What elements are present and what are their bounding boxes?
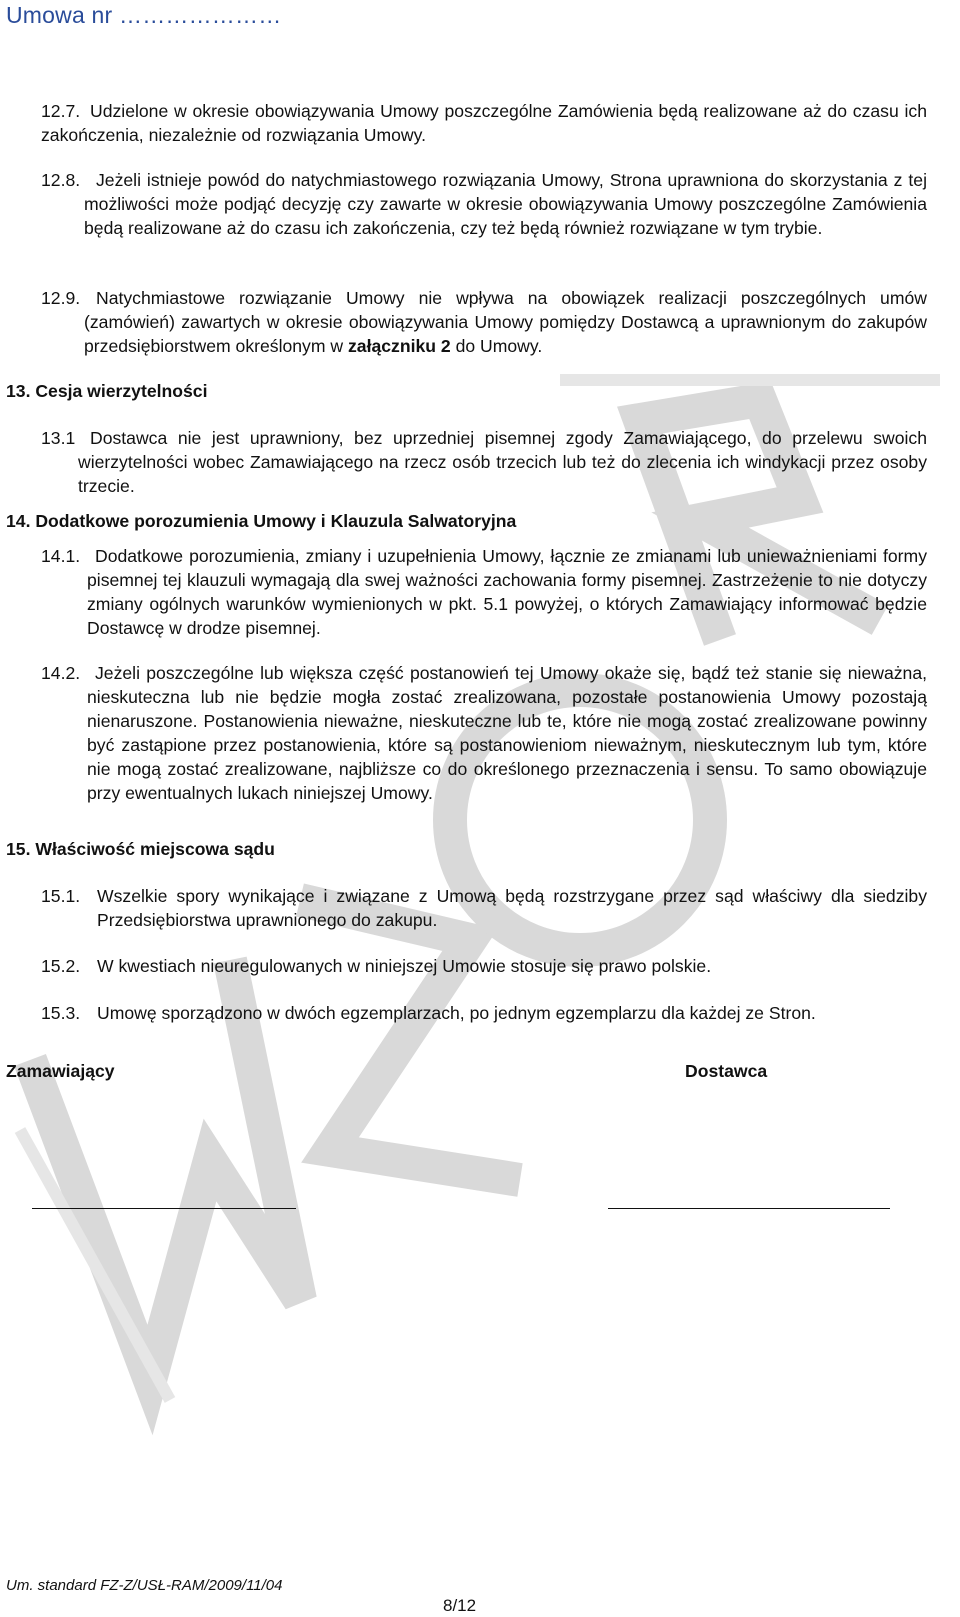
clause-number: 13.1: [41, 428, 76, 448]
clause-14-2: [41, 661, 927, 805]
page-number: 8/12: [443, 1596, 477, 1615]
clause-number: 15.1.: [41, 886, 81, 906]
section-heading-15: 15. Właściwość miejscowa sądu: [6, 839, 275, 859]
clause-12-8: [41, 168, 927, 240]
signature-line-orderer: [32, 1208, 296, 1209]
clause-text: Wszelkie spory wynikające i związane z Umową będą rozstrzygane przez sąd właściwy dla siedziby Przedsiębiorstwa uprawnionego do zakupu.: [97, 886, 927, 930]
clause-text: Jeżeli istnieje powód do natychmiastowego rozwiązania Umowy, Strona uprawniona do skorzystania z tej możliwości może podjąć decyzję czy zawarte w okresie obowiązywania Umowy poszczególne Zamówienia będą realizowane aż do czasu ich zakończenia, czy też będą również rozwiązane w tym trybie.: [84, 170, 927, 238]
clause-text-part: Natychmiastowe rozwiązanie Umowy nie wpływa na obowiązek realizacji poszczególnych umów (zamówień) zawartych w okresie obowiązywania Umowy pomiędzy Dostawcą a uprawnionym do zakupów przedsiębiorstwem określonym w: [84, 288, 927, 356]
clause-number: 14.1.: [41, 546, 81, 566]
section-heading-14: 14. Dodatkowe porozumienia Umowy i Klauzula Salwatoryjna: [6, 511, 517, 531]
clause-number: 15.2.: [41, 956, 81, 976]
clause-15-1: [41, 884, 927, 932]
clause-text: Udzielone w okresie obowiązywania Umowy poszczególne Zamówienia będą realizowane aż do czasu ich zakończenia, niezależnie od rozwiązania Umowy.: [41, 101, 927, 145]
clause-text: Dostawca nie jest uprawniony, bez uprzedniej pisemnej zgody Zamawiającego, do przelewu swoich wierzytelności wobec Zamawiającego na rzecz osób trzecich lub też do zlecenia ich windykacji przez osoby trzecie.: [78, 428, 927, 496]
footer-standard-reference: Um. standard FZ-Z/USŁ-RAM/2009/11/04: [6, 1577, 283, 1594]
clause-12-9: [41, 286, 927, 358]
clause-number: 12.9.: [41, 288, 81, 308]
signature-label-supplier: Dostawca: [685, 1061, 768, 1081]
clause-number: 15.3.: [41, 1003, 81, 1023]
clause-12-7: [41, 99, 927, 147]
clause-text: W kwestiach nieuregulowanych w niniejszej Umowie stosuje się prawo polskie.: [97, 956, 712, 976]
signature-label-orderer: Zamawiający: [6, 1061, 115, 1081]
document-header-title: Umowa nr …………………: [6, 2, 282, 28]
clause-text-part: do Umowy.: [450, 336, 543, 356]
section-heading-13: 13. Cesja wierzytelności: [6, 381, 208, 401]
signature-line-supplier: [608, 1208, 890, 1209]
clause-15-3: [41, 1001, 927, 1025]
clause-number: 12.8.: [41, 170, 81, 190]
clause-text: [84, 286, 927, 358]
attachment-reference: załączniku 2: [348, 336, 451, 356]
clause-13-1: [41, 426, 927, 498]
clause-text: Jeżeli poszczególne lub większa część postanowień tej Umowy okaże się, bądź też stanie się nieważna, nieskuteczna lub nie będzie mogła zostać zrealizowana, pozostałe postanowienia Umowy pozostają nienaruszone. Postanowienia nieważne, nieskuteczne lub te, które nie mogą zostać zrealizowane powinny być zastąpione przez postanowienia, które są postanowieniom nieważnym, nieskutecznym lub tym, które nie mogą zostać zrealizowane, najbliższe co do określonego przeznaczenia i sensu. To samo obowiązuje przy ewentualnych lukach niniejszej Umowy.: [87, 663, 927, 803]
clause-number: 12.7.: [41, 101, 81, 121]
clause-15-2: [41, 954, 927, 978]
clause-text: Dodatkowe porozumienia, zmiany i uzupełnienia Umowy, łącznie ze zmianami lub unieważnieniami formy pisemnej tej klauzuli wymagają dla swej ważności zachowania formy pisemnej. Zastrzeżenie to nie dotyczy zmiany ogólnych warunków wymienionych w pkt. 5.1 powyżej, o których Zamawiający informować będzie Dostawcę w drodze pisemnej.: [87, 546, 927, 638]
clause-number: 14.2.: [41, 663, 81, 683]
clause-14-1: [41, 544, 927, 640]
clause-text: Umowę sporządzono w dwóch egzemplarzach, po jednym egzemplarzu dla każdej ze Stron.: [97, 1003, 816, 1023]
